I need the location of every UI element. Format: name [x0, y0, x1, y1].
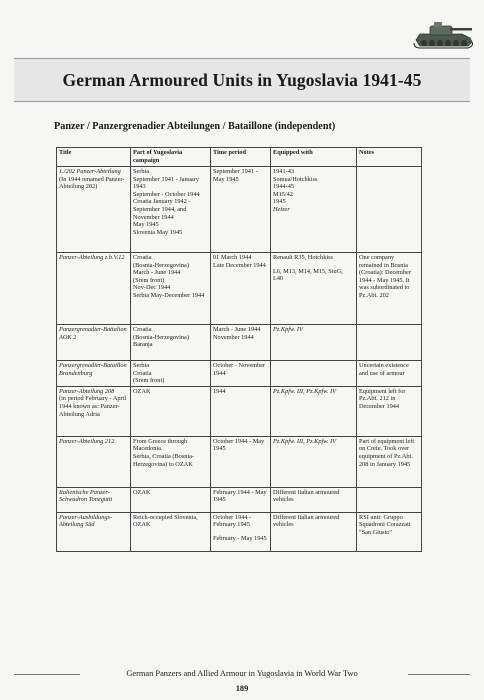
table-cell-equipped — [271, 386, 357, 436]
cell-line: (In 1944 renamed Panzer-Abteilung 202) — [59, 175, 125, 191]
cell-line: M15/42 — [273, 190, 293, 198]
cell-line: Pz.Kpfw. III, Pz.Kpfw. IV — [273, 387, 337, 395]
table-cell-part — [131, 361, 211, 387]
cell-line: September 1941 - January 1943 — [133, 175, 199, 191]
cell-line: Hetzer — [273, 205, 290, 213]
table-cell-notes — [357, 436, 422, 487]
cell-line: February 1944 - May 1945 — [213, 488, 267, 504]
table-cell-period — [211, 167, 271, 253]
table-header-row — [57, 148, 422, 167]
cell-line: From Greece through Macedonia. — [133, 437, 188, 453]
table-row — [57, 253, 422, 325]
cell-line: Serbia May-December 1944 — [133, 291, 205, 299]
cell-line: One company remained in Bosnia (Croatia): December 1944 - May 1945. It was subordinated to Pz.Abt. 202 — [359, 254, 411, 299]
table-row — [57, 487, 422, 512]
table-row — [57, 167, 422, 253]
table-cell-notes — [357, 512, 422, 551]
table-cell-title — [57, 361, 131, 387]
table-cell-period — [211, 512, 271, 551]
table-cell-title — [57, 386, 131, 436]
cell-line: Different Italian armoured vehicles — [273, 513, 340, 529]
cell-line: Slovenia May 1945 — [133, 228, 183, 236]
table-cell-equipped — [271, 325, 357, 361]
cell-line: Renault R35, Hotchkiss — [273, 254, 333, 261]
cell-line: OZAK — [133, 387, 151, 395]
column-header: Part of Yugoslavia campaign — [131, 148, 211, 167]
cell-line: 1941-43 — [273, 168, 294, 175]
cell-line: March - June 1944 — [213, 326, 261, 333]
cell-line: Panzer-Abteilung 212 — [59, 437, 115, 445]
cell-line: September - October 1944 — [133, 190, 200, 198]
table-cell-part — [131, 167, 211, 253]
cell-line: Baranja — [133, 341, 153, 349]
table-cell-title — [57, 487, 131, 512]
table-row — [57, 386, 422, 436]
table-cell-equipped — [271, 167, 357, 253]
cell-line: Somua/Hotchkiss — [273, 175, 318, 183]
running-footer: German Panzers and Allied Armour in Yugoslavia in World War Two — [126, 669, 358, 678]
table-cell-part — [131, 325, 211, 361]
cell-line: (Srem front) — [133, 276, 165, 284]
table-cell-equipped — [271, 487, 357, 512]
table-cell-equipped — [271, 512, 357, 551]
cell-line: Different Italian armoured vehicles — [273, 488, 340, 504]
table-cell-title — [57, 253, 131, 325]
table-cell-title — [57, 436, 131, 487]
cell-line: Croatia — [133, 369, 152, 377]
column-header: Notes — [357, 148, 422, 167]
cell-line: November 1944 — [213, 333, 254, 341]
cell-line: Croatia January 1942 - September 1944, and November 1944 — [133, 198, 191, 221]
cell-line: 1944-45 — [273, 183, 294, 191]
cell-line: Late December 1944 — [213, 261, 266, 269]
table-row — [57, 512, 422, 551]
cell-line: September 1941 - May 1945 — [213, 168, 258, 183]
cell-line: 1./202 Panzer-Abteilung — [59, 168, 121, 175]
table-cell-notes — [357, 167, 422, 253]
table-cell-title — [57, 167, 131, 253]
armoured-units-table — [56, 147, 422, 552]
section-heading: Panzer / Panzergrenadier Abteilungen / Bataillone (independent) — [54, 121, 336, 132]
table-cell-period — [211, 436, 271, 487]
cell-line: Serbia — [133, 168, 150, 175]
table-cell-equipped — [271, 253, 357, 325]
cell-line: Pz.Kpfw. III, Pz.Kpfw. IV — [273, 437, 337, 445]
table-cell-period — [211, 361, 271, 387]
table-cell-notes — [357, 487, 422, 512]
cell-line: October - November 1944 — [213, 362, 266, 377]
cell-line: Pz.Kpfw. IV — [273, 326, 303, 333]
title-banner — [14, 58, 470, 102]
cell-line: February - May 1945 — [213, 534, 267, 542]
cell-line: (Bosnia-Herzegovina) — [133, 261, 189, 269]
table-cell-period — [211, 325, 271, 361]
table-row — [57, 325, 422, 361]
cell-line: Nov-Dec 1944 — [133, 284, 171, 292]
tank-illustration — [410, 16, 476, 50]
cell-line: Italienische Panzer-Schwadron Tonegutti — [59, 488, 113, 504]
cell-line: Panzer-Abteilung z.b.V.12 — [59, 254, 125, 261]
table-cell-title — [57, 325, 131, 361]
column-header: Equipped with — [271, 148, 357, 167]
cell-line: Serbia, Croatia (Bosnia-Herzegovina) to OZAK — [133, 452, 195, 468]
cell-line: L6, M13, M14, M15, StuG, L40 — [273, 267, 343, 283]
table-cell-notes — [357, 386, 422, 436]
cell-line: (in period February - April 1944 known as: Panzer-Abteilung Adria — [59, 395, 127, 418]
cell-line: Croatia — [133, 254, 152, 261]
table-cell-part — [131, 487, 211, 512]
cell-line: Croatia — [133, 326, 152, 333]
cell-line: Reich-occupied Slovenia, — [133, 513, 198, 521]
table-cell-part — [131, 436, 211, 487]
table-cell-notes — [357, 253, 422, 325]
table-cell-period — [211, 487, 271, 512]
table-cell-notes — [357, 325, 422, 361]
cell-line: RSI unit: Gruppo Squadroni Corazzati "San Giusto" — [359, 513, 411, 536]
table-cell-period — [211, 253, 271, 325]
cell-line: Equipment left for Pz.Abt. 212 in December 1944 — [359, 387, 406, 410]
cell-line: Panzergrenadier-Bataillon Brandenburg — [59, 362, 127, 377]
cell-line: Serbia — [133, 362, 150, 369]
page-title: German Armoured Units in Yugoslavia 1941-45 — [62, 69, 422, 90]
cell-line: October 1944 - February 1945 — [213, 513, 252, 529]
cell-line: 1945 — [273, 198, 286, 206]
cell-line: 01 March 1944 — [213, 254, 252, 261]
cell-line: March - June 1944 — [133, 269, 181, 277]
column-header: Time period — [211, 148, 271, 167]
cell-line: Panzer-Abteilung 208 — [59, 387, 115, 395]
table-cell-period — [211, 386, 271, 436]
cell-line: OZAK — [133, 521, 151, 529]
cell-line: (Srem front) — [133, 377, 165, 385]
cell-line: Panzer-Ausbildungs-Abteilung Süd — [59, 513, 113, 529]
cell-line: May 1945 — [133, 221, 159, 229]
table-cell-notes — [357, 361, 422, 387]
table-cell-title — [57, 512, 131, 551]
table-cell-part — [131, 253, 211, 325]
column-header: Title — [57, 148, 131, 167]
table-body — [57, 167, 422, 552]
cell-line: OZAK — [133, 488, 151, 496]
page-number: 189 — [235, 684, 249, 693]
table-cell-part — [131, 386, 211, 436]
table-cell-equipped — [271, 361, 357, 387]
cell-line: Part of equipment left on Crete. Took over equipment of Pz.Abt. 208 in January 1945 — [359, 437, 415, 468]
table-cell-part — [131, 512, 211, 551]
cell-line: October 1944 - May 1945 — [213, 437, 265, 453]
table-row — [57, 361, 422, 387]
cell-line: (Bosnia-Herzegovina) — [133, 333, 189, 341]
table-cell-equipped — [271, 436, 357, 487]
cell-line: Uncertain existence and use of armour — [359, 362, 409, 377]
cell-line: 1944 — [213, 387, 226, 395]
cell-line: Panzergrenadier-Battalion AOK 2 — [59, 326, 127, 341]
table-row — [57, 436, 422, 487]
